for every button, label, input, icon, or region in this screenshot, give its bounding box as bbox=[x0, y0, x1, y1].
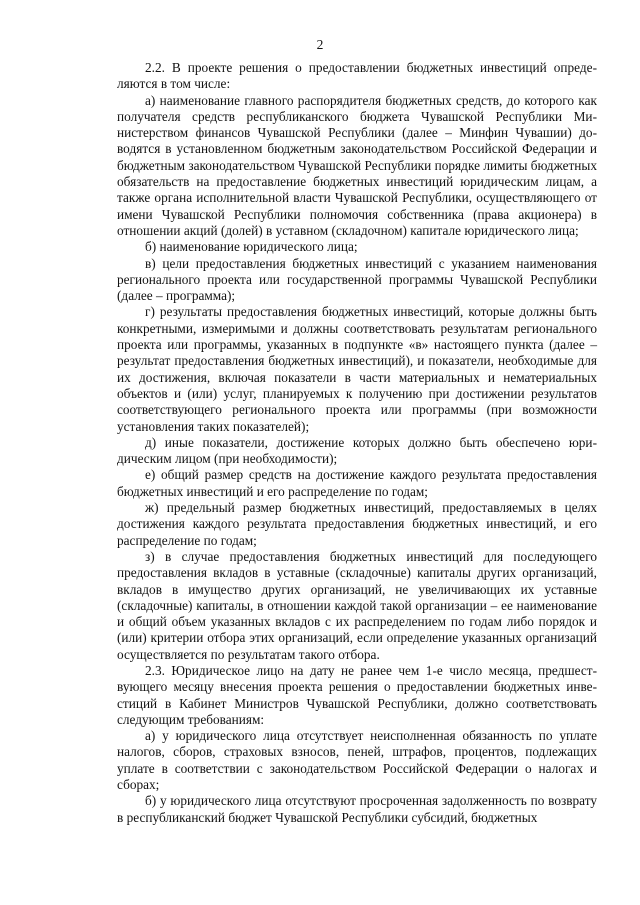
paragraph-2-2-d: д) иные показатели, достижение которых должно быть обеспечено юридическим лицом (при необходимости); bbox=[117, 434, 597, 467]
paragraph-2-2-g: г) результаты предоставления бюджетных инвестиций, которые должны быть конкретными, измеримыми и должны соответствовать результатам регионального проекта или программы, указанных в подпункте «в» настоящего пункта (далее – результат предоставления бюджетных инвестиций), и показатели, необходимые для их достижения, включая показатели в части материальных и нематериальных объектов и (или) услуг, планируемых к получению при достижении результатов соответствующего регионального проекта или программы (при возможности установления таких показателей); bbox=[117, 304, 597, 434]
paragraph-2-2-z: з) в случае предоставления бюджетных инвестиций для последующего предоставления вкладов в уставные (складочные) капиталы других организаций, вкладов в имущество других организаций, не увеличивающих их уставные (складочные) капиталы, в отношении каждой такой организации – ее наименование и общий объем указанных вкладов с их распределением по годам либо порядок и (или) критерии отбора этих организаций, если определение указанных организаций осуществляется по результатам такого отбора. bbox=[117, 548, 597, 662]
paragraph-2-2-zh: ж) предельный размер бюджетных инвестиций, предоставляемых в целях достижения каждого результата предоставления бюджетных инвестиций, и его распределение по годам; bbox=[117, 500, 597, 548]
paragraph-2-2-a: а) наименование главного распорядителя бюджетных средств, до которого как получателя средств республиканского бюджета Чувашской Республики Министерством финансов Чувашской Республики (далее – Минфин Чувашии) доводятся в установленном бюджетным законодательством Российской Федерации и бюджетным законодательством Чувашской Республики порядке лимиты бюджетных обязательств на предоставление бюджетных инвестиций юридическим лицам, а также органа исполнительной власти Чувашской Республики, осуществляющего от имени Чувашской Республики полномочия собственника (права акционера) в отношении акций (долей) в уставном (складочном) капитале юридического лица; bbox=[117, 92, 597, 238]
paragraph-2-2-v: в) цели предоставления бюджетных инвестиций с указанием наименования регионального проекта или государственной программы Чувашской Республики (далее – программа); bbox=[117, 255, 597, 304]
paragraph-2-3-b: б) у юридического лица отсутствуют просроченная задолженность по возврату в республиканский бюджет Чувашской Республики субсидий, бюджетных bbox=[117, 793, 597, 825]
paragraph-2-3-a: а) у юридического лица отсутствует неисполненная обязанность по уплате налогов, сборов, страховых взносов, пеней, штрафов, процентов, подлежащих уплате в соответствии с законодательством Российской Федерации о налогах и сборах; bbox=[117, 728, 597, 793]
paragraph-2-2-e: е) общий размер средств на достижение каждого результата предоставления бюджетных инвестиций и его распределение по годам; bbox=[117, 467, 597, 499]
paragraph-2-3: 2.3. Юридическое лицо на дату не ранее чем 1-е число месяца, предшествующего месяцу внесения проекта решения о предоставлении бюджетных инвестиций в Кабинет Министров Чувашской Республики, должно соответствовать следующим требованиям: bbox=[117, 662, 597, 727]
page-number: 2 bbox=[316, 37, 324, 52]
paragraph-2-2-b: б) наименование юридического лица; bbox=[145, 239, 358, 255]
document-body bbox=[117, 60, 597, 826]
paragraph-2-2: 2.2. В проекте решения о предоставлении бюджетных инвестиций определяются в том числе: bbox=[117, 60, 597, 92]
